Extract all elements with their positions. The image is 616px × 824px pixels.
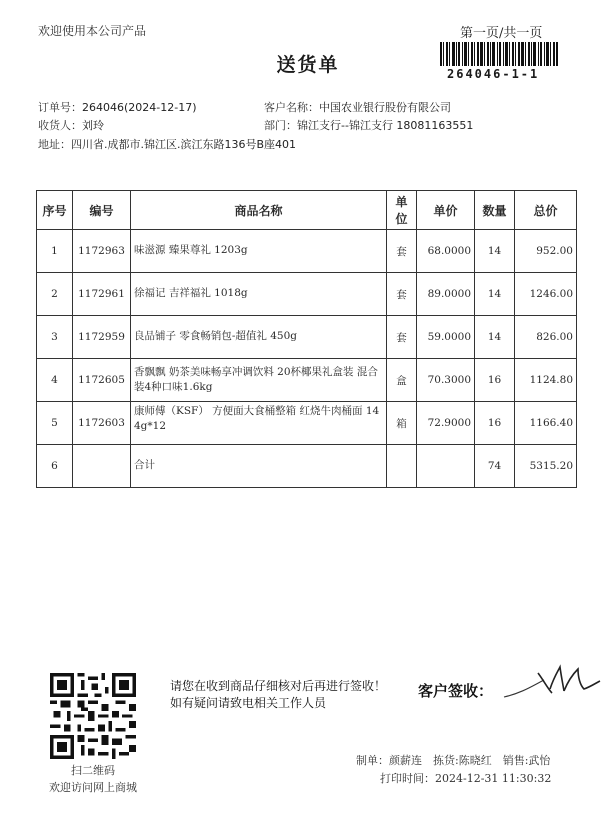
item-total: 1166.40: [515, 402, 577, 445]
table-header-row: [37, 191, 577, 230]
column-header: 单价: [417, 191, 475, 230]
order-number-value: 264046(2024-12-17): [82, 101, 197, 114]
customer-signature: [500, 663, 605, 705]
department-line: [264, 117, 473, 133]
summary-unit-empty: [387, 445, 417, 488]
item-name: 康师傅（KSF） 方便面大食桶整箱 红烧牛肉桶面 144g*12: [131, 402, 387, 445]
item-quantity: 16: [475, 359, 515, 402]
column-header: 总价: [515, 191, 577, 230]
item-code: 1172961: [73, 273, 131, 316]
item-code: 1172963: [73, 230, 131, 273]
item-name: 香飘飘 奶茶美味畅享冲调饮料 20杯椰果礼盒装 混合装4种口味1.6kg: [131, 359, 387, 402]
row-number: 5: [37, 402, 73, 445]
column-header: 序号: [37, 191, 73, 230]
row-number: 3: [37, 316, 73, 359]
item-quantity: 14: [475, 230, 515, 273]
summary-price-empty: [417, 445, 475, 488]
column-header: 数量: [475, 191, 515, 230]
column-header: 商品名称: [131, 191, 387, 230]
item-quantity: 14: [475, 273, 515, 316]
item-price: 59.0000: [417, 316, 475, 359]
item-code: 1172603: [73, 402, 131, 445]
row-number: 6: [37, 445, 73, 488]
customer-sign-label: 客户签收：: [418, 682, 494, 700]
summary-quantity: 74: [475, 445, 515, 488]
column-header: 编号: [73, 191, 131, 230]
order-number-label: 订单号：: [38, 101, 82, 114]
item-unit: 箱: [387, 402, 417, 445]
document-title: 送货单: [276, 54, 340, 76]
summary-code-empty: [73, 445, 131, 488]
department-label: 部门：: [264, 119, 297, 132]
item-price: 70.3000: [417, 359, 475, 402]
summary-label: 合计: [131, 445, 387, 488]
barcode-image: [440, 42, 558, 66]
table-row: [37, 359, 577, 402]
item-total: 1246.00: [515, 273, 577, 316]
summary-row: [37, 445, 577, 488]
qr-caption-welcome: 欢迎访问网上商城: [49, 781, 137, 794]
summary-total: 5315.20: [515, 445, 577, 488]
item-code: 1172959: [73, 316, 131, 359]
receiver-line: [38, 117, 104, 133]
page-indicator: 第一页/共一页: [460, 26, 543, 41]
table-row: [37, 273, 577, 316]
item-name: 良品铺子 零食畅销包-超值礼 450g: [131, 316, 387, 359]
item-unit: 套: [387, 273, 417, 316]
items-table: [36, 190, 577, 488]
sign-notice: 请您在收到商品仔细核对后再进行签收！如有疑问请致电相关工作人员: [170, 679, 387, 710]
receiver-label: 收货人：: [38, 119, 82, 132]
item-unit: 套: [387, 230, 417, 273]
customer-line: [264, 99, 451, 115]
item-price: 72.9000: [417, 402, 475, 445]
department-value: 锦江支行--锦江支行 18081163551: [297, 119, 474, 132]
customer-value: 中国农业银行股份有限公司: [319, 101, 451, 114]
order-number-line: [38, 99, 197, 115]
item-price: 89.0000: [417, 273, 475, 316]
address-line: [38, 136, 296, 152]
item-unit: 盒: [387, 359, 417, 402]
address-value: 四川省.成都市.锦江区.滨江东路136号B座401: [71, 138, 297, 151]
item-quantity: 14: [475, 316, 515, 359]
item-total: 826.00: [515, 316, 577, 359]
welcome-text: 欢迎使用本公司产品: [38, 24, 147, 38]
print-time: 打印时间：2024-12-31 11:30:32: [380, 772, 552, 785]
table-row: [37, 402, 577, 445]
item-total: 1124.80: [515, 359, 577, 402]
item-quantity: 16: [475, 402, 515, 445]
receiver-value: 刘玲: [82, 119, 104, 132]
barcode-number: 264046-1-1: [447, 67, 540, 81]
item-unit: 套: [387, 316, 417, 359]
item-code: 1172605: [73, 359, 131, 402]
table-row: [37, 316, 577, 359]
item-total: 952.00: [515, 230, 577, 273]
row-number: 4: [37, 359, 73, 402]
qr-code-image: [50, 673, 136, 759]
staff-info: 制单：颜薪连 拣货:陈晓红 销售:武怡: [356, 754, 551, 767]
item-name: 味滋源 臻果尊礼 1203g: [131, 230, 387, 273]
column-header: 单位: [387, 191, 417, 230]
customer-label: 客户名称：: [264, 101, 319, 114]
item-price: 68.0000: [417, 230, 475, 273]
address-label: 地址：: [38, 138, 71, 151]
qr-caption-scan: 扫二维码: [71, 764, 115, 777]
item-name: 徐福记 吉祥福礼 1018g: [131, 273, 387, 316]
row-number: 2: [37, 273, 73, 316]
row-number: 1: [37, 230, 73, 273]
table-row: [37, 230, 577, 273]
